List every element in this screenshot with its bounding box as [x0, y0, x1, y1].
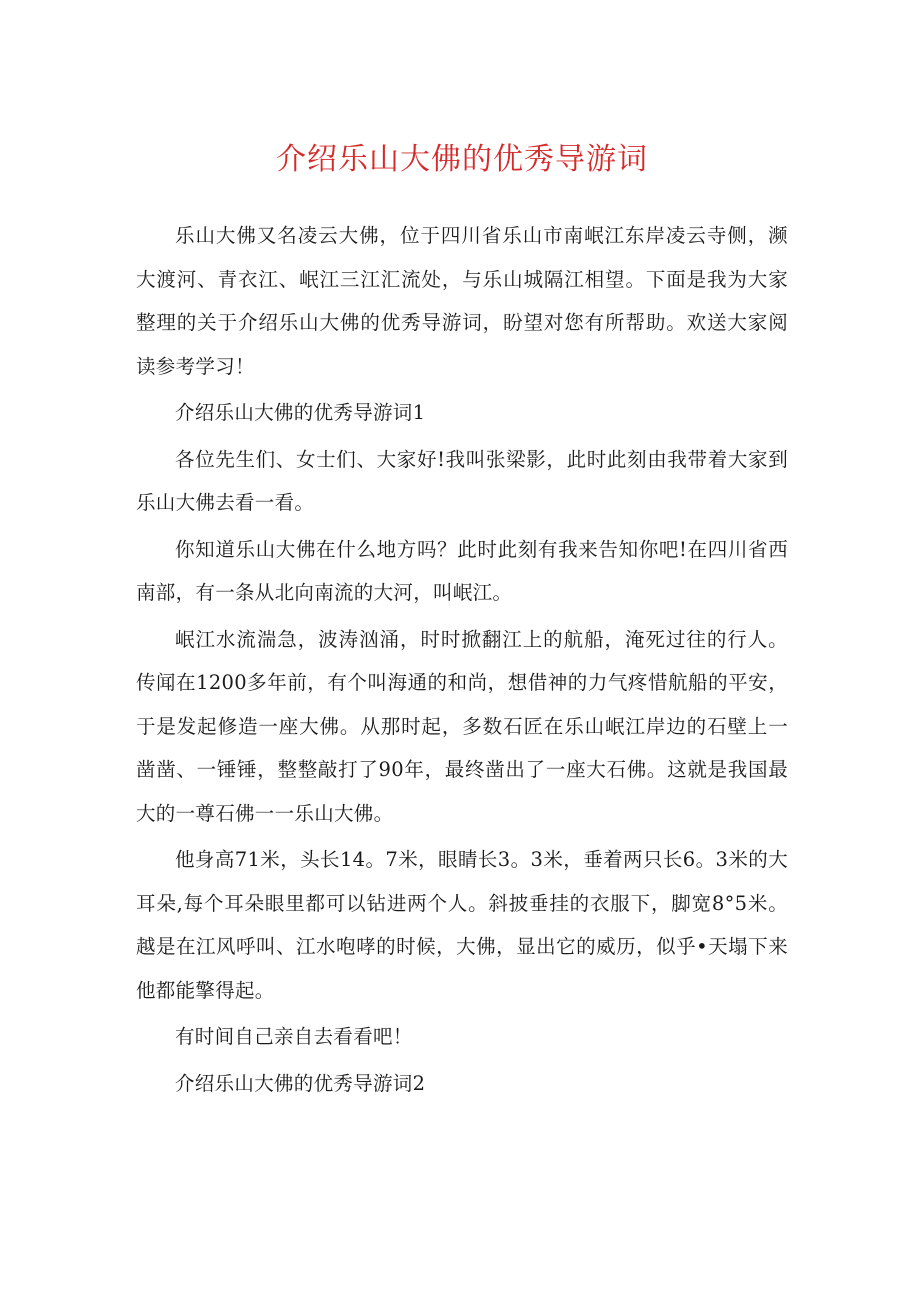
- body-paragraph: 你知道乐山大佛在什么地方吗？此时此刻有我来告知你吧!在四川省西南部，有一条从北向南流的大河，叫岷江。: [136, 537, 788, 604]
- body-paragraph: 他身高71米，头长14。7米，眼睛长3。3米，垂着两只长6。3米的大耳朵,每个耳朵眼里都可以钻进两个人。斜披垂挂的衣服下，脚宽8°5米。越是在江风呼叫、江水咆哮的时候，大佛，显出它的威历，似乎•天塌下来他都能擎得起。: [136, 848, 788, 1002]
- section-heading-2: 介绍乐山大佛的优秀导游词2: [175, 1071, 426, 1095]
- body-paragraph: 岷江水流湍急，波涛汹涌，时时掀翻江上的航船，淹死过往的行人。传闻在1200多年前，有个叫海通的和尚，想借神的力气疼惜航船的平安，于是发起修造一座大佛。从那时起，多数石匠在乐山岷江岸边的石壁上一凿凿、一锤锤，整整敲打了90年，最终凿出了一座大石佛。这就是我国最大的一尊石佛一一乐山大佛。: [136, 627, 788, 825]
- body-paragraph: 各位先生们、女士们、大家好!我叫张梁影，此时此刻由我带着大家到乐山大佛去看一看。: [136, 447, 788, 514]
- body-paragraph: 有时间自己亲自去看看吧！: [175, 1025, 413, 1048]
- intro-paragraph: 乐山大佛又名凌云大佛，位于四川省乐山市南岷江东岸凌云寺侧，濒大渡河、青衣江、岷江三江汇流处，与乐山城隔江相望。下面是我为大家整理的关于介绍乐山大佛的优秀导游词，盼望对您有所帮助。欢送大家阅读参考学习！: [136, 224, 788, 378]
- section-heading-1: 介绍乐山大佛的优秀导游词1: [175, 401, 426, 424]
- document-title: 介绍乐山大佛的优秀导游词: [276, 142, 648, 177]
